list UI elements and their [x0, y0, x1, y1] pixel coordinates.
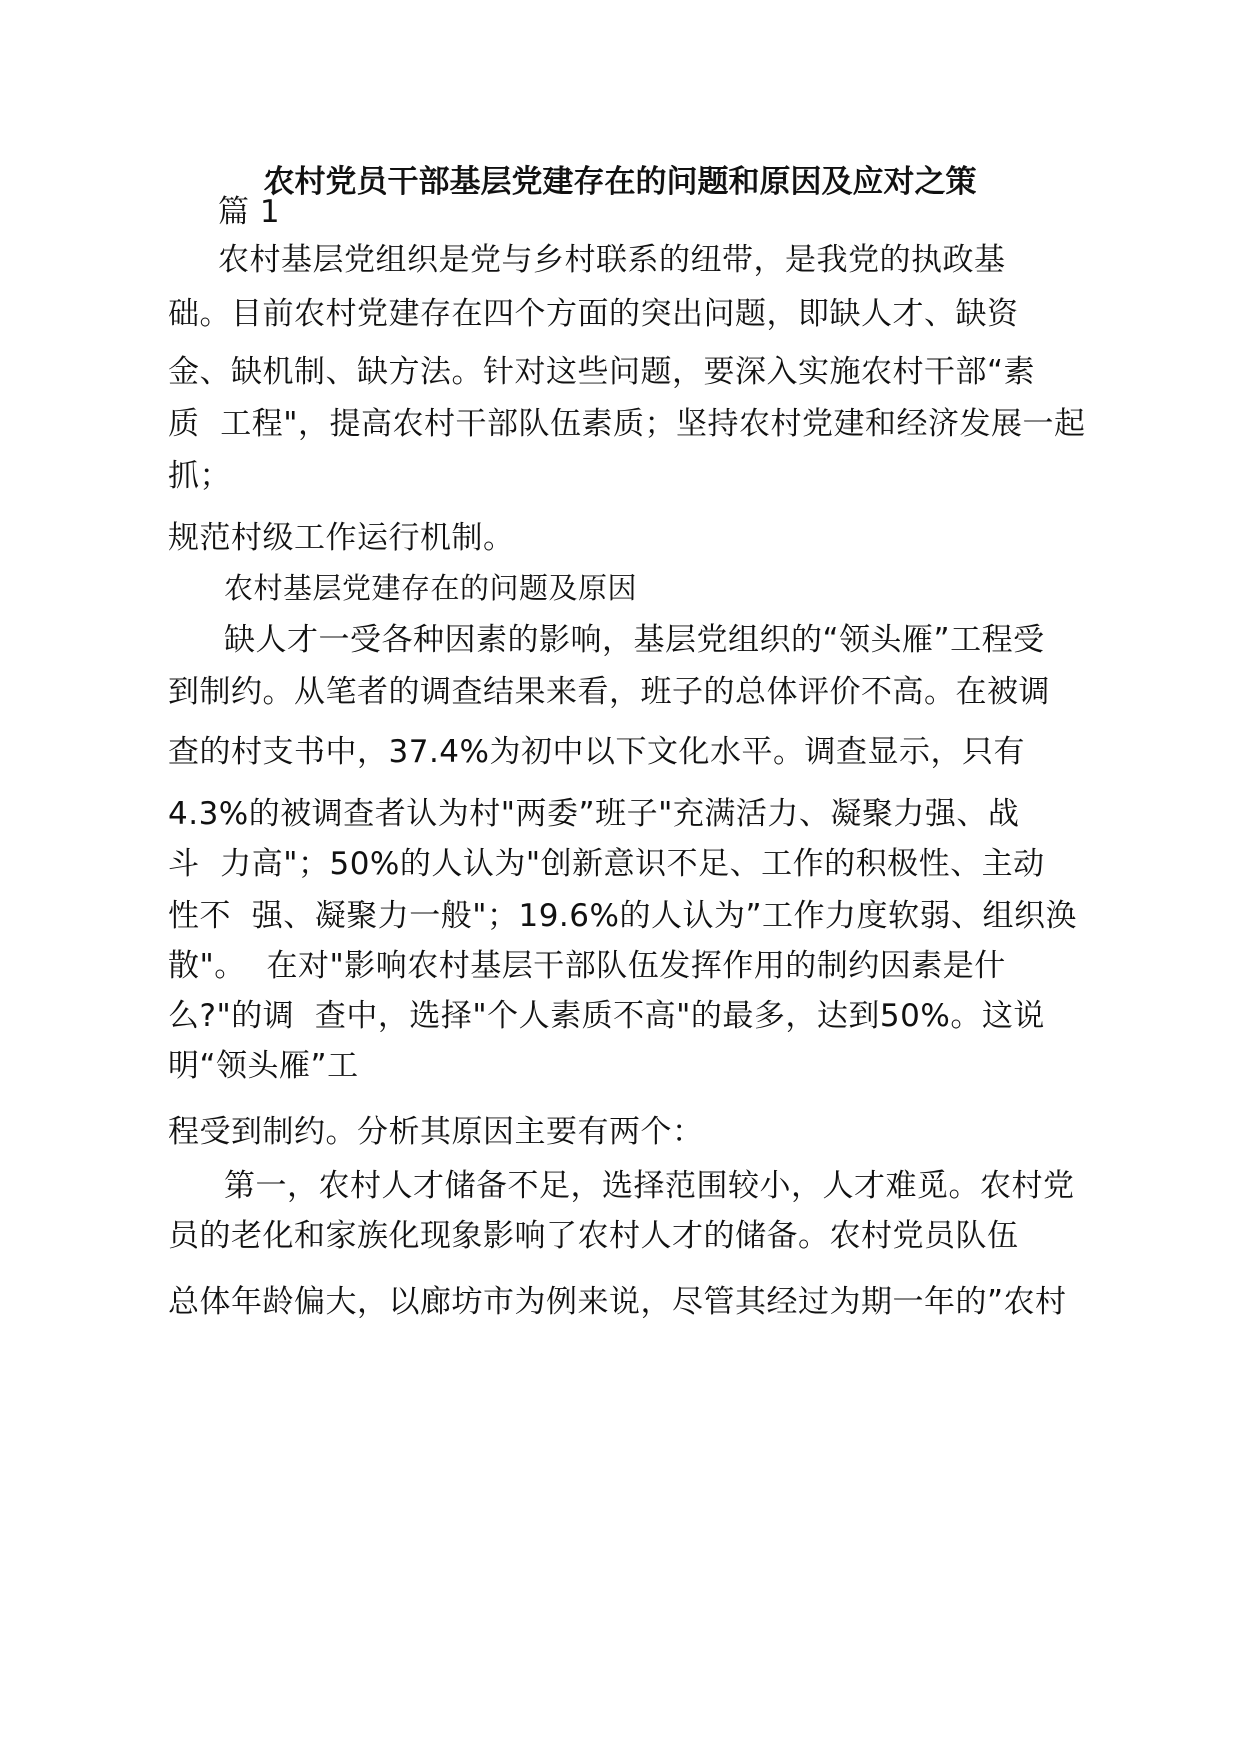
- paragraph-line: 散"。 在对"影响农村基层干部队伍发挥作用的制约因素是什: [168, 948, 1006, 984]
- paragraph-line: 础。目前农村党建存在四个方面的突出问题，即缺人才、缺资: [168, 296, 1019, 332]
- paragraph-line: 性不 强、凝聚力一般"；19.6%的人认为”工作力度软弱、组织涣: [168, 898, 1078, 934]
- paragraph-line: 抓；: [168, 458, 231, 494]
- paragraph-line: 4.3%的被调查者认为村"两委”班子"充满活力、凝聚力强、战: [168, 796, 1020, 832]
- paragraph-line: 程受到制约。分析其原因主要有两个：: [168, 1114, 704, 1150]
- paragraph-line: 第一，农村人才储备不足，选择范围较小，人才难觅。农村党: [224, 1168, 1075, 1204]
- paragraph-line: 质 工程"，提高农村干部队伍素质；坚持农村党建和经济发展一起: [168, 406, 1086, 442]
- document-title: 农村党员干部基层党建存在的问题和原因及应对之策: [263, 164, 977, 200]
- paragraph-line: 金、缺机制、缺方法。针对这些问题，要深入实施农村干部“素: [168, 354, 1036, 390]
- paragraph-line: 总体年龄偏大，以廊坊市为例来说，尽管其经过为期一年的”农村: [168, 1284, 1067, 1320]
- chapter-label: 篇 1: [218, 194, 281, 230]
- section-heading: 农村基层党建存在的问题及原因: [224, 571, 638, 605]
- paragraph-line: 规范村级工作运行机制。: [168, 520, 515, 556]
- paragraph-line: 缺人才一受各种因素的影响，基层党组织的“领头雁”工程受: [224, 622, 1045, 658]
- paragraph-line: 斗 力高"；50%的人认为"创新意识不足、工作的积极性、主动: [168, 846, 1045, 882]
- paragraph-line: 查的村支书中，37.4%为初中以下文化水平。调查显示，只有: [168, 734, 1025, 770]
- paragraph-line: 明“领头雁”工: [168, 1048, 359, 1084]
- paragraph-line: 么?"的调 查中，选择"个人素质不高"的最多，达到50%。这说: [168, 998, 1045, 1034]
- paragraph-line: 员的老化和家族化现象影响了农村人才的储备。农村党员队伍: [168, 1218, 1019, 1254]
- paragraph-line: 到制约。从笔者的调查结果来看，班子的总体评价不高。在被调: [168, 674, 1050, 710]
- paragraph-line: 农村基层党组织是党与乡村联系的纽带，是我党的执政基: [218, 242, 1006, 278]
